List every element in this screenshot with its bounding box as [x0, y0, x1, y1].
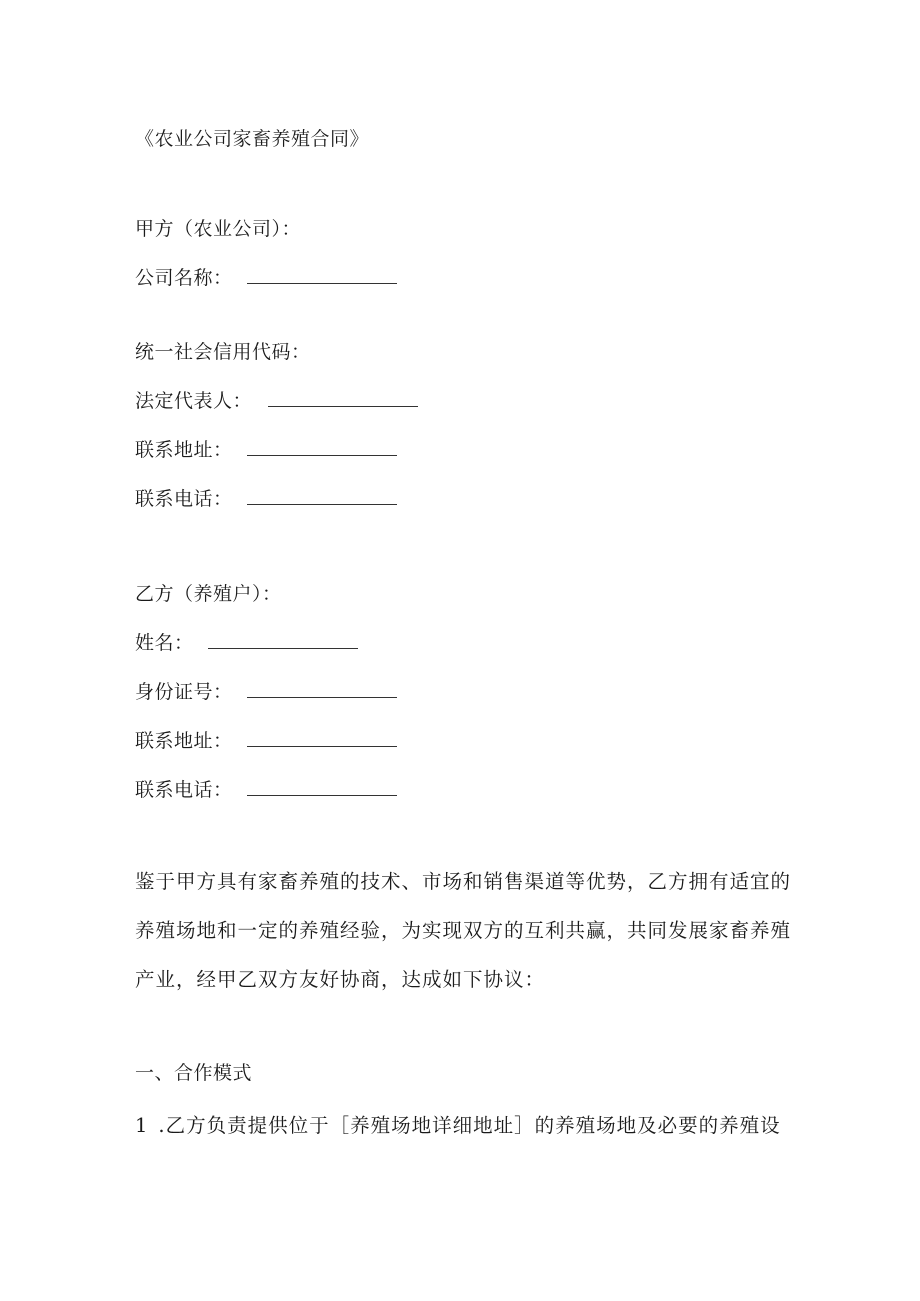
party-a-company-name-label: 公司名称： — [135, 267, 233, 289]
section-1-heading: 一、合作模式 — [135, 1062, 253, 1084]
party-a-company-name-row — [135, 266, 397, 290]
party-b-phone-label: 联系电话： — [135, 779, 233, 801]
party-b-heading: 乙方（养殖户）： — [135, 583, 282, 605]
party-a-address-label: 联系地址： — [135, 439, 233, 461]
party-a-credit-code-label: 统一社会信用代码： — [135, 341, 311, 363]
party-a-phone-blank[interactable] — [247, 488, 397, 505]
party-b-address-blank[interactable] — [247, 730, 397, 747]
party-b-address-row — [135, 729, 397, 753]
party-a-address-row — [135, 438, 397, 462]
party-b-phone-row — [135, 778, 397, 802]
party-a-heading: 甲方（农业公司）： — [135, 218, 302, 240]
party-a-legal-rep-blank[interactable] — [268, 390, 418, 407]
party-a-company-name-blank[interactable] — [247, 267, 397, 284]
party-a-legal-rep-label: 法定代表人： — [135, 390, 253, 412]
party-b-address-label: 联系地址： — [135, 730, 233, 752]
preamble-line-3: 产业，经甲乙双方友好协商，达成如下协议： — [135, 968, 546, 991]
document-title: 《农业公司家畜养殖合同》 — [135, 128, 370, 150]
party-b-id-row — [135, 680, 397, 704]
preamble-line-1: 鉴于甲方具有家畜养殖的技术、市场和销售渠道等优势，乙方拥有适宜的 — [135, 870, 792, 893]
party-b-phone-blank[interactable] — [247, 779, 397, 796]
party-a-phone-row — [135, 487, 397, 511]
party-b-id-blank[interactable] — [247, 681, 397, 698]
party-b-name-row — [135, 631, 358, 655]
party-a-phone-label: 联系电话： — [135, 488, 233, 510]
party-b-id-label: 身份证号： — [135, 681, 233, 703]
party-a-address-blank[interactable] — [247, 439, 397, 456]
party-b-name-label: 姓名： — [135, 632, 194, 654]
party-b-name-blank[interactable] — [208, 632, 358, 649]
section-1-item-1-text: .乙方负责提供位于［养殖场地详细地址］的养殖场地及必要的养殖设 — [158, 1114, 781, 1137]
section-1-item-1 — [135, 1110, 781, 1138]
section-1-item-1-number: 1 — [135, 1114, 149, 1137]
preamble-line-2: 养殖场地和一定的养殖经验，为实现双方的互利共赢，共同发展家畜养殖 — [135, 919, 792, 942]
party-a-legal-rep-row — [135, 389, 418, 413]
